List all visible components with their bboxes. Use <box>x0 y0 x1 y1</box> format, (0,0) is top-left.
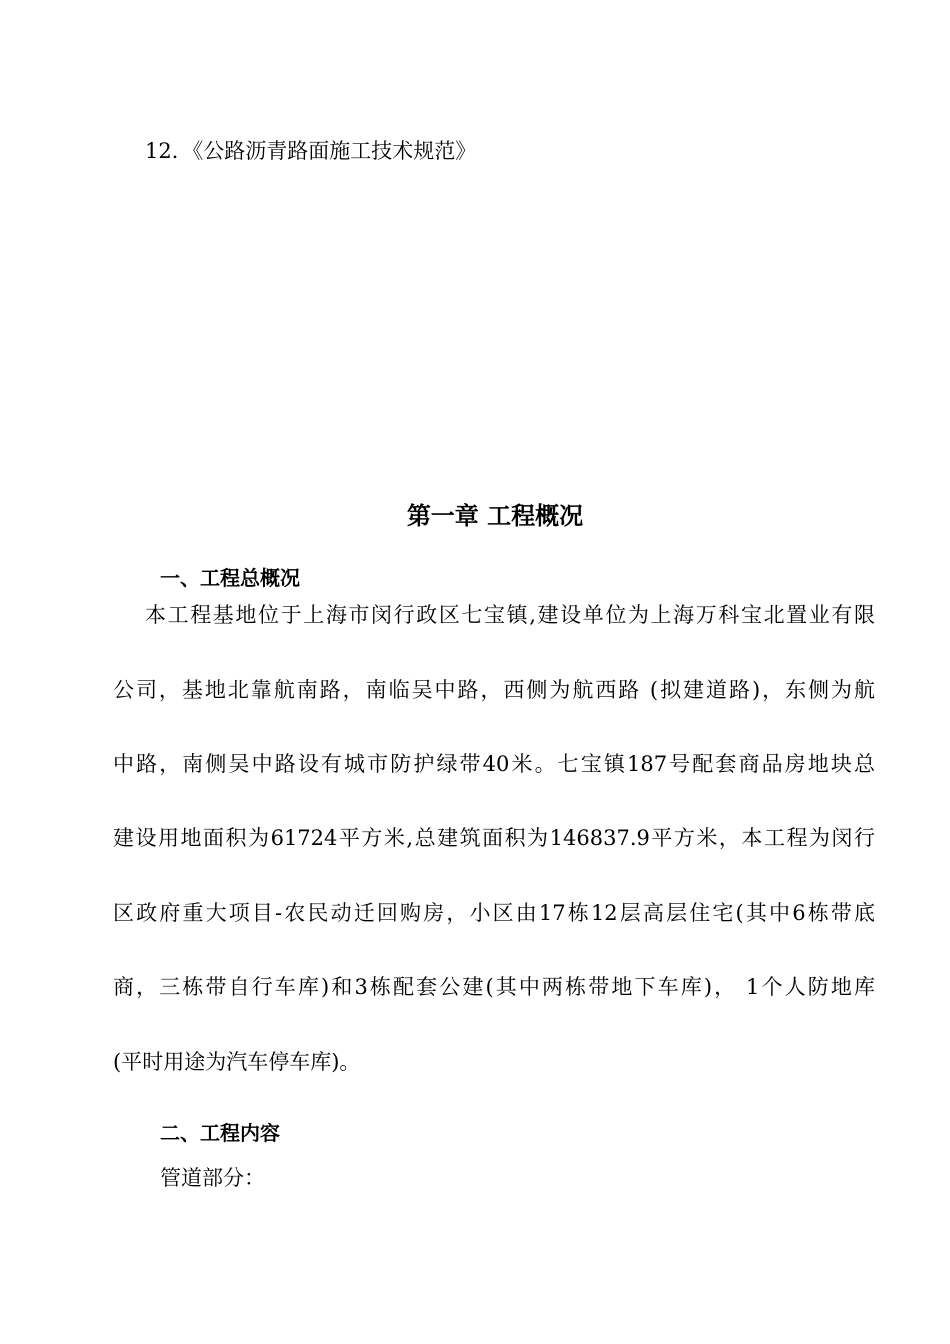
paragraph-line-4: 建设用地面积为61724平方米,总建筑面积为146837.9平方米，本工程为闵行 <box>113 826 875 850</box>
section-heading-content: 二、工程内容 <box>160 1121 280 1145</box>
paragraph-line-6: 商，三栋带自行车库)和3栋配套公建(其中两栋带地下车库)， 1个人防地库 <box>113 975 875 999</box>
section-heading-overview: 一、工程总概况 <box>160 566 300 590</box>
reference-item-12: 12．《公路沥青路面施工技术规范》 <box>145 139 477 163</box>
paragraph-line-3: 中路，南侧吴中路设有城市防护绿带40米。七宝镇187号配套商品房地块总 <box>113 752 875 776</box>
paragraph-line-7: (平时用途为汽车停车库)。 <box>113 1050 361 1074</box>
paragraph-line-5: 区政府重大项目-农民动迁回购房，小区由17栋12层高层住宅(其中6栋带底 <box>113 901 875 925</box>
paragraph-line-1: 本工程基地位于上海市闵行政区七宝镇,建设单位为上海万科宝北置业有限 <box>145 603 875 627</box>
paragraph-line-2: 公司，基地北靠航南路，南临吴中路，西侧为航西路 (拟建道路)，东侧为航 <box>113 678 875 702</box>
pipeline-subheading: 管道部分： <box>160 1166 265 1190</box>
chapter-title: 第一章 工程概况 <box>406 502 584 530</box>
